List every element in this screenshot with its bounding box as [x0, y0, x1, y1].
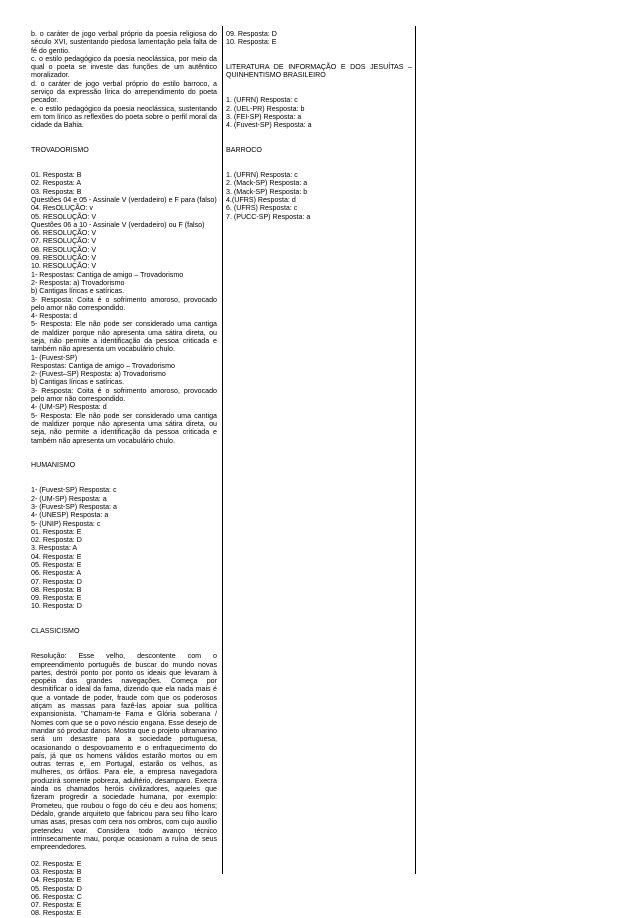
- answer-line: 7. (PUCC-SP) Resposta: a: [226, 212, 311, 221]
- answer-line: 07. Resposta: E: [31, 901, 82, 910]
- answer-line: 08. Resposta: E: [31, 909, 82, 918]
- section-heading-trovadorismo: TROVADORISMO: [31, 146, 89, 155]
- answer-line: 04. ResOLUÇÃO: v: [31, 204, 93, 213]
- answer-line: 03. Resposta: B: [31, 187, 82, 196]
- answer-line: 06. Resposta: C: [31, 892, 82, 901]
- right-column: [226, 30, 412, 221]
- answer-line: 3. (FEI-SP) Resposta: a: [226, 112, 302, 121]
- answer-line: 3- (Fuvest-SP) Resposta: a: [31, 502, 117, 511]
- answer-line: Respostas: Cantiga de amigo – Trovadorismo: [31, 361, 175, 370]
- answer-line: 5- Resposta: Ele não pode ser considerado uma cantiga de maldizer porque não apresenta uma sátira direta, ou seja, não permite a identificação da pessoa criticada e também não apresenta um vocabulário chulo.: [31, 411, 217, 445]
- answer-line: 01. Resposta: B: [31, 171, 82, 180]
- answer-line: 2. (Mack-SP) Resposta: a: [226, 179, 308, 188]
- trovadorismo-answers: [31, 171, 217, 445]
- answer-line: 6. (UFRS) Resposta: c: [226, 204, 298, 213]
- answer-line: 06. Resposta: A: [31, 569, 82, 578]
- answer-line: 01. Resposta: E: [31, 527, 82, 536]
- answer-line: 2- (Fuvest–SP) Resposta: a) Trovadorismo: [31, 370, 166, 379]
- answer-line: 2- (UM-SP) Resposta: a: [31, 494, 107, 503]
- answer-line: 07. Resposta: D: [31, 577, 82, 586]
- answer-option: e. o estilo pedagógico da poesia neoclássica, sustentando em tom lírico as reflexões do poeta sobre o perfil moral da cidade da Bahia.: [31, 104, 217, 130]
- section-heading-humanismo: HUMANISMO: [31, 461, 76, 470]
- section-heading-literatura-informacao: LITERATURA DE INFORMAÇÃO E DOS JESUÍTAS – QUINHENTISMO BRASILEIRO: [226, 63, 412, 80]
- answer-option: d. o caráter de jogo verbal próprio do estilo barroco, a serviço da expressão lírica do arrependimento do poeta pecador.: [31, 79, 217, 105]
- classicismo-answers: [31, 860, 217, 918]
- answer-line: 1- (Fuvest-SP): [31, 353, 78, 362]
- answer-line: 02. Resposta: D: [31, 536, 82, 545]
- answer-line: 2- Resposta: a) Trovadorismo: [31, 278, 125, 287]
- section-heading-classicismo: CLASSICISMO: [31, 627, 80, 636]
- continued-answers: [226, 30, 412, 47]
- intro-answer-options: [31, 30, 217, 130]
- answer-line: 05. Resposta: D: [31, 884, 82, 893]
- answer-line: 05. Resposta: E: [31, 561, 82, 569]
- answer-option: c. o estilo pedagógico da poesia neoclássica, por meio da qual o poeta se investe das funções de um autêntico moralizador.: [31, 54, 217, 80]
- answer-line: b) Cantigas líricas e satíricas.: [31, 287, 125, 296]
- answer-line: 1- Respostas: Cantiga de amigo – Trovadorismo: [31, 270, 184, 279]
- classicismo-resolution: Resolução: Esse velho, descontente com o empreendimento português de buscar do mundo novas partes, destrói ponto por ponto os ideais que levaram à epopéia das grandes navegações. Começa por desmitificar o ideal da fama, dizendo que ela nada mais é que a vontade de poder, fraude com que os poderosos atiçam as massas para fazê-las apoiar sua política expansionista. "Chamam-te Fama e Glória soberana / Nomes com que se o povo néscio engana. Esse desejo de mandar só produz danos. Mostra que o projeto ultramarino será um desastre para a sociedade portuguesa, ocasionando o despovoamento e o enfraquecimento do país, já que os homens válidos estarão mortos ou em outras terras e, em Portugal, estarão os velhos, as mulheres, os órfãos. Para ele, a empresa navegadora produzirá somente pobreza, adultério, desamparo. Execra ainda os chamados heróis civilizadores, aqueles que fizeram progredir a sociedade humana, por exemplo: Prometeu, que roubou o fogo do céu e deu aos homens; Dédalo, grande arquiteto que fabricou para seu filho Ícaro umas asas, presas com cera nos ombros, com cujo auxílio pretendeu voar. Considera todo avanço técnico intrinsecamente mau, porque ocasionam a ruína de seus empreendedores.: [31, 652, 217, 852]
- answer-line: 02. Resposta: E: [31, 859, 82, 868]
- answer-line: 10. Resposta: D: [31, 602, 82, 611]
- answer-line: 03. Resposta: B: [31, 867, 82, 876]
- answer-line: Questões 04 e 05 - Assinale V (verdadeiro) e F para (falso): [31, 195, 217, 204]
- answer-line: 1- (Fuvest-SP) Resposta: c: [31, 486, 117, 495]
- section-heading-barroco: BARROCO: [226, 146, 262, 155]
- answer-line: 05. RESOLUÇÃO: V: [31, 212, 97, 221]
- answer-line: 3. (Mack-SP) Resposta: b: [226, 187, 308, 196]
- answer-line: 3- Resposta: Coita é o sofrimento amoroso, provocado pelo amor não correspondido.: [31, 295, 217, 312]
- literatura-answers: [226, 96, 412, 129]
- column-divider-right: [415, 26, 416, 874]
- answer-line: 08. Resposta: B: [31, 585, 82, 594]
- answer-line: 04. Resposta: E: [31, 552, 82, 561]
- answer-line: 3. Resposta: A: [31, 544, 78, 553]
- answer-line: 5- Resposta: Ele não pode ser considerado uma cantiga de maldizer porque não apresenta uma sátira direta, ou seja, não permite a identificação da pessoa criticada e também não apresenta um vocabulário chulo.: [31, 320, 217, 354]
- answer-line: b) Cantigas líricas e satíricas.: [31, 378, 125, 387]
- column-divider-left: [222, 26, 223, 874]
- answer-line: 06. RESOLUÇÃO: V: [31, 229, 97, 238]
- answer-line: 07. RESOLUÇÃO: V: [31, 237, 97, 246]
- answer-line: 09. Resposta: E: [31, 594, 82, 603]
- answer-line: 4. (Fuvest-SP) Resposta: a: [226, 121, 312, 130]
- answer-line: 1. (UFRN) Resposta: c: [226, 171, 298, 180]
- answer-line: 4- Resposta: d: [31, 312, 78, 321]
- humanismo-answers: [31, 486, 217, 610]
- answer-line: Questões 06 a 10 - Assinale V (verdadeiro) ou F (falso): [31, 220, 205, 229]
- answer-line: 10. Resposta: E: [226, 38, 277, 47]
- left-column: [31, 30, 217, 918]
- answer-line: 10. RESOLUÇÃO: V: [31, 262, 97, 271]
- answer-line: 2. (UEL-PR) Resposta: b: [226, 104, 305, 113]
- answer-line: 08. RESOLUÇÃO: V: [31, 245, 97, 254]
- answer-option: b. o caráter de jogo verbal próprio da poesia religiosa do século XVI, sustentando piedosa lamentação pela falta de fé do gentio.: [31, 30, 217, 55]
- answer-line: 09. Resposta: D: [226, 30, 277, 38]
- answer-line: 1. (UFRN) Resposta: c: [226, 96, 298, 105]
- answer-line: 5- (UNIP) Resposta: c: [31, 519, 101, 528]
- answer-line: 09. RESOLUÇÃO: V: [31, 254, 97, 263]
- answer-line: 3- Resposta: Coita é o sofrimento amoroso, provocado pelo amor não correspondido.: [31, 386, 217, 404]
- barroco-answers: [226, 171, 412, 221]
- answer-line: 04. Resposta: E: [31, 876, 82, 885]
- answer-line: 02. Resposta: A: [31, 179, 82, 188]
- answer-line: 4- (UNESP) Resposta: a: [31, 511, 109, 520]
- answer-line: 4.(UFRS) Resposta: d: [226, 195, 296, 204]
- answer-line: 4- (UM-SP) Resposta: d: [31, 403, 107, 412]
